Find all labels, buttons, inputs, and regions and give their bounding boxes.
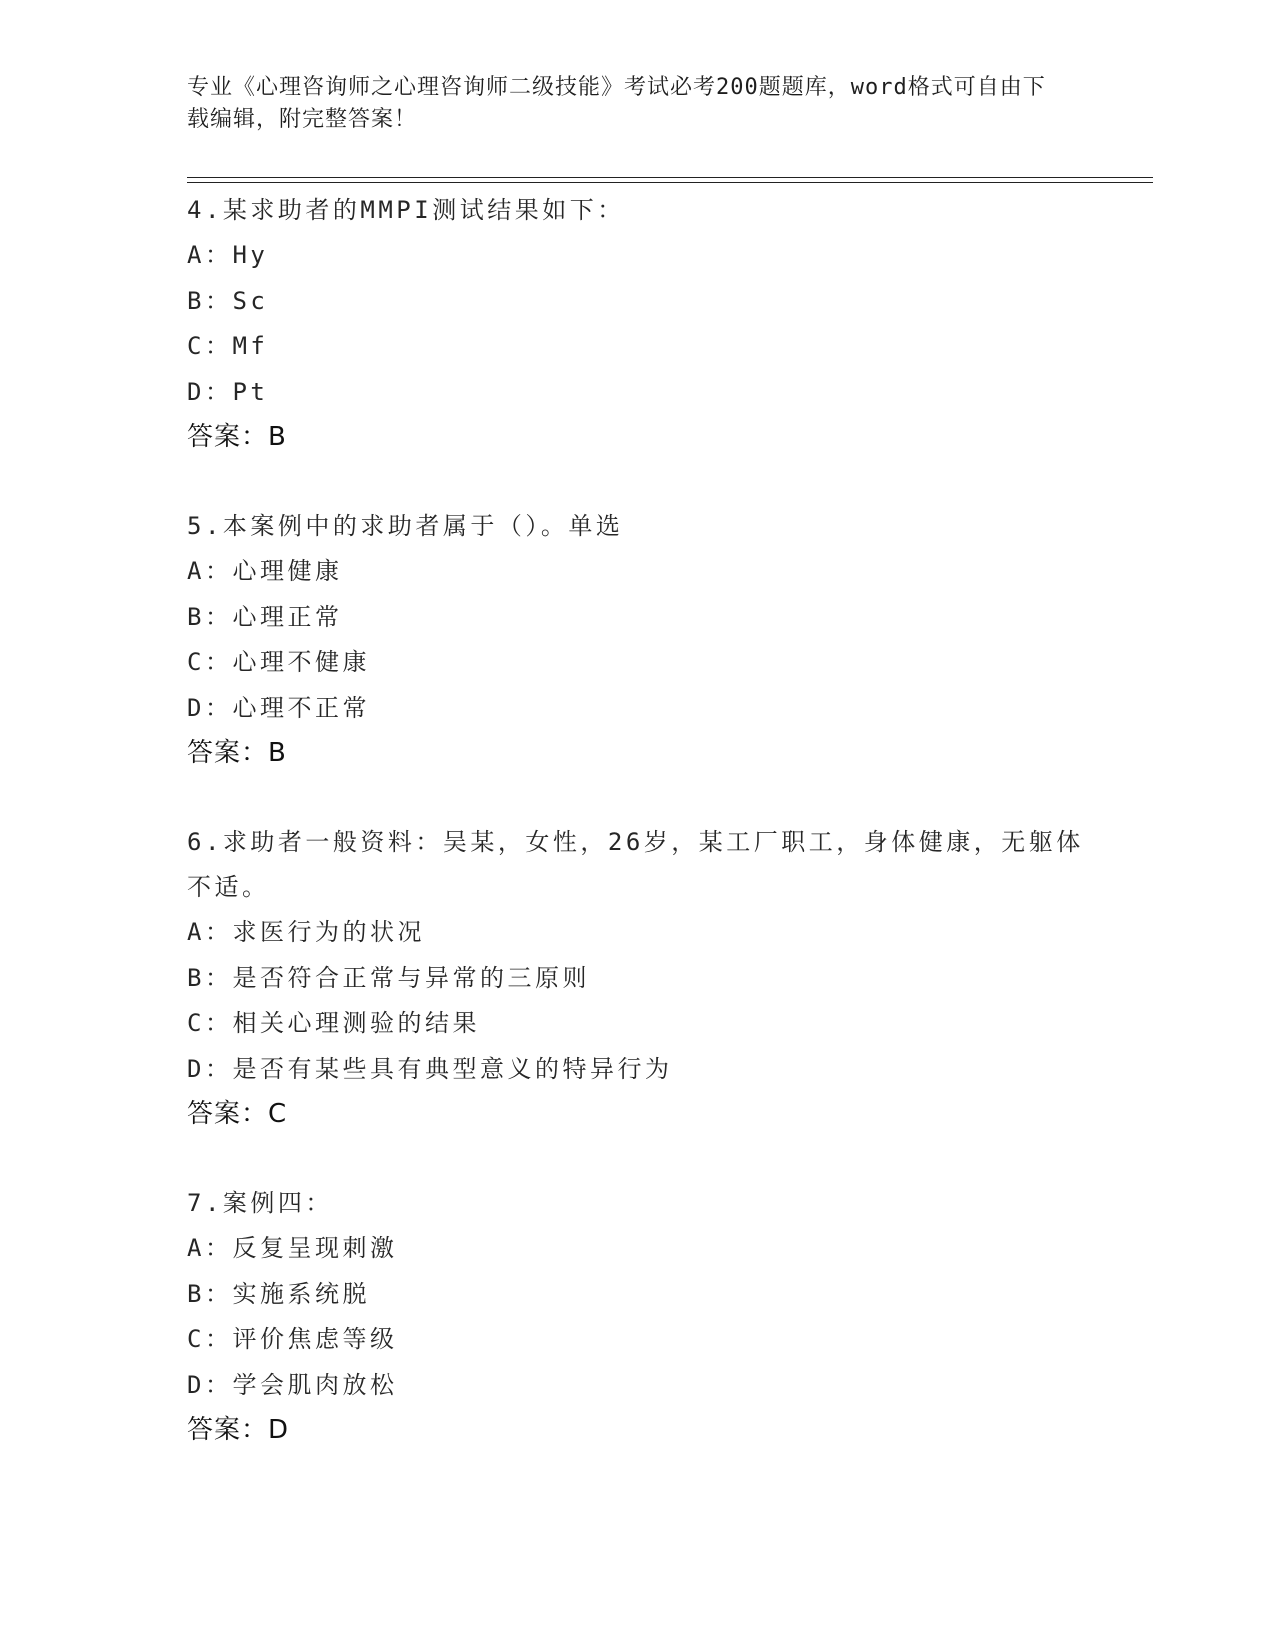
option-b: B：Sc (187, 286, 269, 315)
option-d: D：学会肌肉放松 (187, 1370, 398, 1399)
header-divider-bottom (187, 182, 1153, 183)
option-a: A：反复呈现刺激 (187, 1234, 398, 1262)
question-7 (187, 1181, 1087, 1453)
option-c: C：相关心理测验的结果 (187, 1009, 480, 1037)
option-d: D：是否有某些具有典型意义的特异行为 (187, 1054, 673, 1083)
header-divider-top (187, 177, 1153, 178)
document-header: 专业《心理咨询师之心理咨询师二级技能》考试必考200题题库，word格式可自由下载编辑，附完整答案！ (187, 75, 1046, 132)
answer-line: 答案：B (187, 738, 287, 768)
answer-line: 答案：D (187, 1415, 290, 1445)
option-a: A：Hy (187, 241, 269, 269)
option-b: B：心理正常 (187, 602, 343, 631)
question-text: 4.某求助者的MMPI测试结果如下： (187, 196, 625, 224)
option-c: C：Mf (187, 332, 269, 360)
question-text: 6.求助者一般资料：吴某，女性，26岁，某工厂职工，身体健康，无躯体不适。 (187, 828, 1084, 901)
question-text: 7.案例四： (187, 1189, 333, 1217)
option-d: D：Pt (187, 377, 269, 406)
answer-line: 答案：B (187, 422, 287, 452)
question-5 (187, 504, 1087, 776)
option-b: B：实施系统脱 (187, 1279, 370, 1308)
option-a: A：求医行为的状况 (187, 918, 425, 946)
option-a: A：心理健康 (187, 557, 343, 585)
question-list (187, 188, 1087, 1497)
question-4 (187, 188, 1087, 460)
answer-line: 答案：C (187, 1099, 288, 1129)
option-c: C：心理不健康 (187, 648, 370, 676)
option-b: B：是否符合正常与异常的三原则 (187, 963, 590, 992)
question-6 (187, 820, 1087, 1137)
option-d: D：心理不正常 (187, 693, 370, 722)
question-text: 5.本案例中的求助者属于（）。单选 (187, 512, 624, 540)
option-c: C：评价焦虑等级 (187, 1325, 398, 1353)
